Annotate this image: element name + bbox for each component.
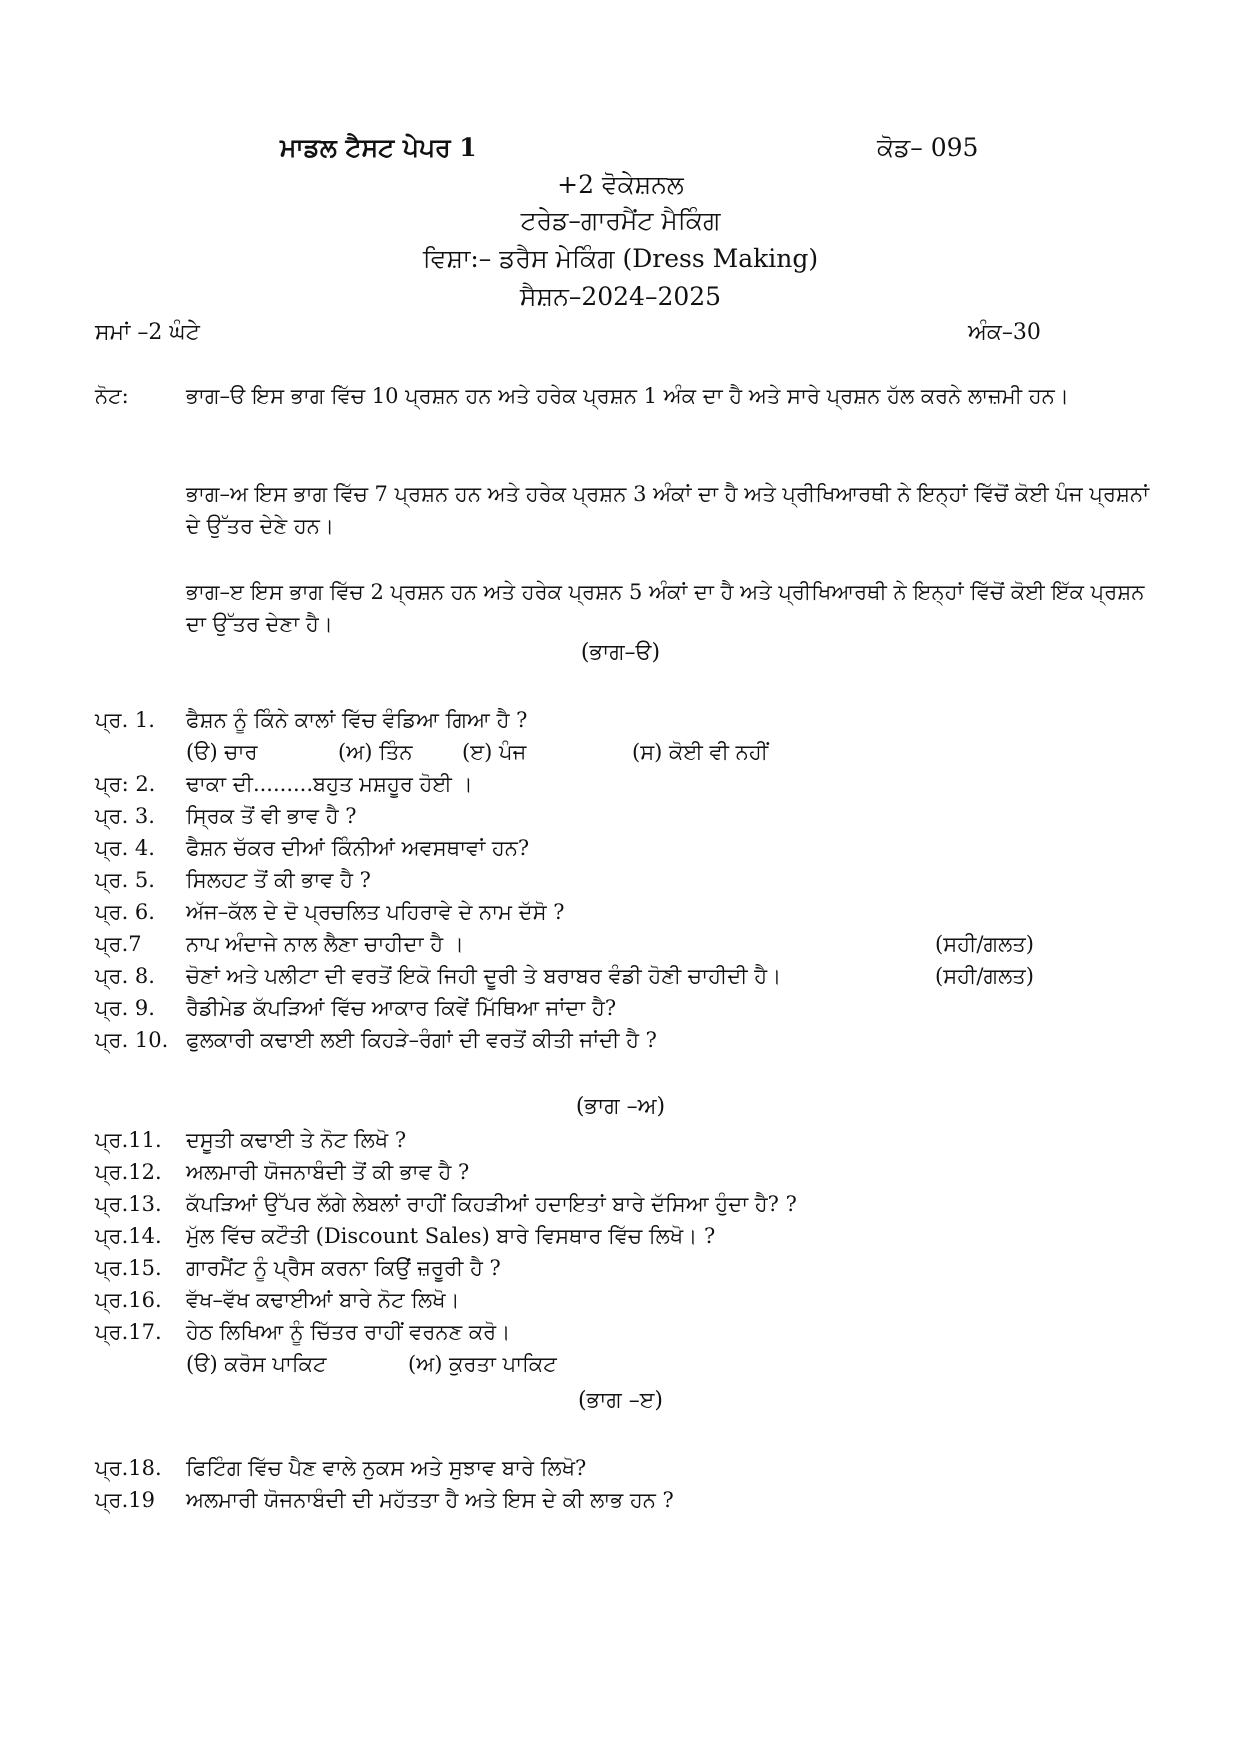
question-row [95, 1224, 1195, 1256]
question-row [95, 1192, 1195, 1224]
question-row [95, 900, 1195, 932]
question-number: ਪ੍ਰ. 3. [95, 804, 155, 828]
question-row [95, 836, 1195, 868]
question-row [95, 804, 1195, 836]
question-number: ਪ੍ਰ.18. [95, 1456, 162, 1480]
question-number: ਪ੍ਰ: 2. [95, 772, 156, 796]
question-number: ਪ੍ਰ. 5. [95, 868, 155, 892]
header-line-subject: ਵਿਸ਼ਾ:– ਡਰੈਸ ਮੇਕਿੰਗ (Dress Making) [422, 244, 819, 273]
question-text: ਵੱਖ–ਵੱਖ ਕਢਾਈਆਂ ਬਾਰੇ ਨੋਟ ਲਿਖੋ। [186, 1288, 460, 1312]
question-text: ਗਾਰਮੈਂਟ ਨੂੰ ਪ੍ਰੈਸ ਕਰਨਾ ਕਿਉਂ ਜ਼ਰੂਰੀ ਹੈ ? [186, 1256, 501, 1280]
paper-title: ਮਾਡਲ ਟੈਸਟ ਪੇਪਰ 1 [280, 133, 477, 162]
question-row [95, 1456, 1195, 1488]
question-number: ਪ੍ਰ. 9. [95, 996, 155, 1020]
question-row [95, 868, 1195, 900]
question-row [95, 772, 1195, 804]
q1-options [186, 740, 1086, 772]
question-row [95, 1288, 1195, 1320]
question-text: ਸਿਲਹਟ ਤੋਂ ਕੀ ਭਾਵ ਹੈ ? [186, 868, 371, 892]
question-number: ਪ੍ਰ. 6. [95, 900, 155, 924]
question-number: ਪ੍ਰ.14. [95, 1224, 162, 1248]
question-number: ਪ੍ਰ.17. [95, 1320, 162, 1344]
question-number: ਪ੍ਰ.7 [95, 932, 142, 956]
question-text: ਦਸੂਤੀ ਕਢਾਈ ਤੇ ਨੋਟ ਲਿਖੋ ? [186, 1128, 407, 1152]
question-text: ਫਿਟਿੰਗ ਵਿੱਚ ਪੈਣ ਵਾਲੇ ਨੁਕਸ ਅਤੇ ਸੁਝਾਵ ਬਾਰੇ ਲਿਖੋ? [186, 1456, 587, 1480]
true-false-label: (ਸਹੀ/ਗਲਤ) [935, 932, 1034, 956]
question-number: ਪ੍ਰ. 1. [95, 708, 155, 732]
question-row [95, 932, 1195, 964]
question-row [95, 1128, 1195, 1160]
question-text: ਕੱਪੜਿਆਂ ਉੱਪਰ ਲੱਗੇ ਲੇਬਲਾਂ ਰਾਹੀਂ ਕਿਹੜੀਆਂ ਹਦਾਇਤਾਂ ਬਾਰੇ ਦੱਸਿਆ ਹੁੰਦਾ ਹੈ? ? [186, 1192, 797, 1216]
option: (ਅ) ਕੁਰਤਾ ਪਾਕਿਟ [408, 1352, 557, 1376]
question-row [95, 1256, 1195, 1288]
max-marks: ਅੰਕ–30 [968, 320, 1041, 345]
question-row [95, 996, 1195, 1028]
section-title-c: (ਭਾਗ –ੲ) [578, 1388, 663, 1413]
question-text: ਹੇਠ ਲਿਖਿਆ ਨੂੰ ਚਿੱਤਰ ਰਾਹੀਂ ਵਰਨਣ ਕਰੋ। [186, 1320, 511, 1344]
q17-options [186, 1352, 1086, 1384]
question-row [95, 1320, 1195, 1352]
section-title-a: (ਭਾਗ–ੳ) [580, 640, 661, 665]
note-paragraph-b: ਭਾਗ–ਅ ਇਸ ਭਾਗ ਵਿੱਚ 7 ਪ੍ਰਸ਼ਨ ਹਨ ਅਤੇ ਹਰੇਕ ਪ੍ਰਸ਼ਨ 3 ਅੰਕਾਂ ਦਾ ਹੈ ਅਤੇ ਪ੍ਰੀਖਿਆਰਥੀ ਨੇ ਇਨ੍ਹਾਂ ਵਿੱਚੋਂ ਕੋਈ ਪੰਜ ਪ੍ਰਸ਼ਨਾਂ ਦੇ ਉੱਤਰ ਦੇਣੇ ਹਨ। [186, 482, 1150, 538]
option: (ੳ) ਚਾਰ [186, 740, 258, 764]
question-text: ਸ੍ਰਿਕ ਤੋਂ ਵੀ ਭਾਵ ਹੈ ? [186, 804, 357, 828]
true-false-label: (ਸਹੀ/ਗਲਤ) [935, 964, 1034, 988]
question-text: ਅਲਮਾਰੀ ਯੋਜਨਾਬੰਦੀ ਤੋਂ ਕੀ ਭਾਵ ਹੈ ? [186, 1160, 470, 1184]
paper-code: ਕੋਡ– 095 [877, 133, 979, 162]
question-row [95, 964, 1195, 996]
question-text: ਨਾਪ ਅੰਦਾਜੇ ਨਾਲ ਲੈਣਾ ਚਾਹੀਦਾ ਹੈ । [186, 932, 464, 956]
header-line-session: ਸੈਸ਼ਨ–2024–2025 [519, 282, 722, 311]
option: (ਅ) ਤਿੰਨ [338, 740, 413, 764]
question-row [95, 1028, 1195, 1060]
question-text: ਫੈਸ਼ਨ ਚੱਕਰ ਦੀਆਂ ਕਿੰਨੀਆਂ ਅਵਸਥਾਵਾਂ ਹਨ? [186, 836, 530, 860]
question-number: ਪ੍ਰ.19 [95, 1488, 155, 1512]
question-text: ਫੈਸ਼ਨ ਨੂੰ ਕਿੰਨੇ ਕਾਲਾਂ ਵਿੱਚ ਵੰਡਿਆ ਗਿਆ ਹੈ ? [186, 708, 528, 732]
question-number: ਪ੍ਰ. 8. [95, 964, 155, 988]
option: (ੳ) ਕਰੋਸ ਪਾਕਿਟ [186, 1352, 327, 1376]
question-number: ਪ੍ਰ.11. [95, 1128, 162, 1152]
question-number: ਪ੍ਰ. 10. [95, 1028, 169, 1052]
time-allowed: ਸਮਾਂ –2 ਘੰਟੇ [95, 320, 200, 345]
question-number: ਪ੍ਰ.13. [95, 1192, 162, 1216]
question-row [95, 1488, 1195, 1520]
question-text: ਫੁਲਕਾਰੀ ਕਢਾਈ ਲਈ ਕਿਹੜੇ–ਰੰਗਾਂ ਦੀ ਵਰਤੋਂ ਕੀਤੀ ਜਾਂਦੀ ਹੈ ? [186, 1028, 657, 1052]
option: (ਸ) ਕੋਈ ਵੀ ਨਹੀਂ [632, 740, 769, 764]
question-number: ਪ੍ਰ.15. [95, 1256, 162, 1280]
header-line-vocational: +2 ਵੋਕੇਸ਼ਨਲ [557, 170, 684, 199]
question-text: ਰੈਡੀਮੇਡ ਕੱਪੜਿਆਂ ਵਿੱਚ ਆਕਾਰ ਕਿਵੇਂ ਮਿੱਥਿਆ ਜਾਂਦਾ ਹੈ? [186, 996, 617, 1020]
section-title-b: (ਭਾਗ –ਅ) [575, 1094, 666, 1119]
header-line-trade: ਟਰੇਡ–ਗਾਰਮੈਂਟ ਮੈਕਿੰਗ [520, 206, 721, 235]
note-label: ਨੋਟ: [95, 384, 129, 408]
question-text: ਅੱਜ–ਕੱਲ ਦੇ ਦੋ ਪ੍ਰਚਲਿਤ ਪਹਿਰਾਵੇ ਦੇ ਨਾਮ ਦੱਸੋ ? [186, 900, 565, 924]
option: (ੲ) ਪੰਜ [462, 740, 527, 764]
question-row [95, 1160, 1195, 1192]
question-number: ਪ੍ਰ.16. [95, 1288, 162, 1312]
question-text: ਅਲਮਾਰੀ ਯੋਜਨਾਬੰਦੀ ਦੀ ਮਹੱਤਤਾ ਹੈ ਅਤੇ ਇਸ ਦੇ ਕੀ ਲਾਭ ਹਨ ? [186, 1488, 674, 1512]
question-text: ਢਾਕਾ ਦੀ.........ਬਹੁਤ ਮਸ਼ਹੂਰ ਹੋਈ । [186, 772, 473, 796]
note-paragraph-a: ਭਾਗ–ੳ ਇਸ ਭਾਗ ਵਿੱਚ 10 ਪ੍ਰਸ਼ਨ ਹਨ ਅਤੇ ਹਰੇਕ ਪ੍ਰਸ਼ਨ 1 ਅੰਕ ਦਾ ਹੈ ਅਤੇ ਸਾਰੇ ਪ੍ਰਸ਼ਨ ਹੱਲ ਕਰਨੇ ਲਾਜ਼ਮੀ ਹਨ। [186, 384, 1069, 408]
question-text: ਚੋਣਾਂ ਅਤੇ ਪਲੀਟਾ ਦੀ ਵਰਤੋਂ ਇਕੋ ਜਿਹੀ ਦੂਰੀ ਤੇ ਬਰਾਬਰ ਵੰਡੀ ਹੋਣੀ ਚਾਹੀਦੀ ਹੈ। [186, 964, 782, 988]
note-paragraph-c: ਭਾਗ–ੲ ਇਸ ਭਾਗ ਵਿੱਚ 2 ਪ੍ਰਸ਼ਨ ਹਨ ਅਤੇ ਹਰੇਕ ਪ੍ਰਸ਼ਨ 5 ਅੰਕਾਂ ਦਾ ਹੈ ਅਤੇ ਪ੍ਰੀਖਿਆਰਥੀ ਨੇ ਇਨ੍ਹਾਂ ਵਿੱਚੋਂ ਕੋਈ ਇੱਕ ਪ੍ਰਸ਼ਨ ਦਾ ਉੱਤਰ ਦੇਣਾ ਹੈ। [186, 580, 1145, 636]
question-text: ਮੁੱਲ ਵਿੱਚ ਕਟੌਤੀ (Discount Sales) ਬਾਰੇ ਵਿਸਥਾਰ ਵਿੱਚ ਲਿਖੋ। ? [186, 1224, 716, 1248]
question-number: ਪ੍ਰ. 4. [95, 836, 155, 860]
question-row [95, 708, 1195, 740]
question-number: ਪ੍ਰ.12. [95, 1160, 162, 1184]
